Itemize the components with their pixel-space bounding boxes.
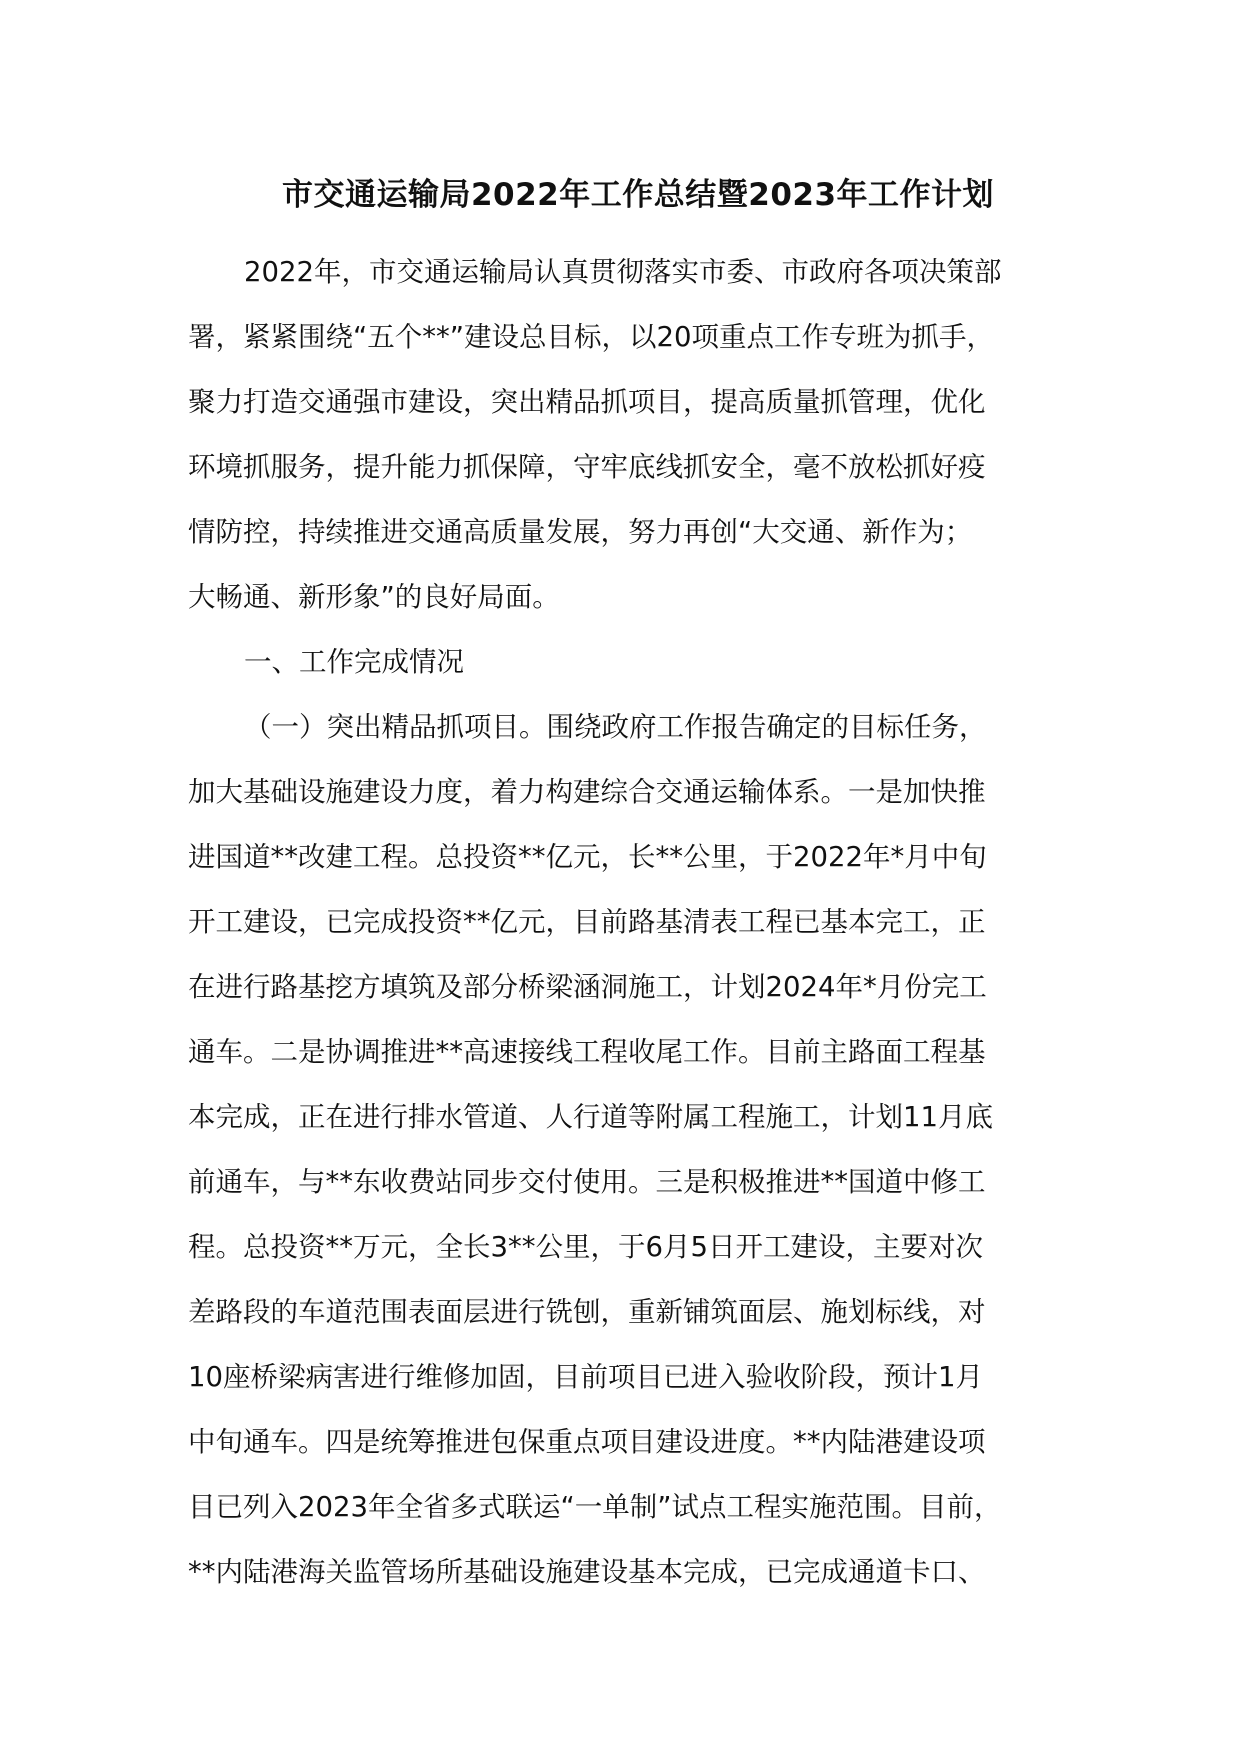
- paragraph-line: 加大基础设施建设力度，着力构建综合交通运输体系。一是加快推: [188, 776, 986, 808]
- paragraph-line: 进国道**改建工程。总投资**亿元，长**公里，于2022年*月中旬: [188, 841, 987, 873]
- document-title: 市交通运输局2022年工作总结暨2023年工作计划: [281, 177, 995, 213]
- paragraph-line: 大畅通、新形象”的良好局面。: [188, 581, 560, 613]
- paragraph-line: 本完成，正在进行排水管道、人行道等附属工程施工，计划11月底: [188, 1101, 993, 1133]
- document-body: [188, 240, 1088, 1605]
- paragraph-line: 差路段的车道范围表面层进行铣刨，重新铺筑面层、施划标线，对: [188, 1296, 986, 1328]
- paragraph-line: 中旬通车。四是统筹推进包保重点项目建设进度。**内陆港建设项: [188, 1426, 986, 1458]
- paragraph-line: **内陆港海关监管场所基础设施建设基本完成，已完成通道卡口、: [188, 1556, 986, 1588]
- paragraph-line: 环境抓服务，提升能力抓保障，守牢底线抓安全，毫不放松抓好疫: [188, 451, 986, 483]
- paragraph-line: 前通车，与**东收费站同步交付使用。三是积极推进**国道中修工: [188, 1166, 986, 1198]
- paragraph-line: 开工建设，已完成投资**亿元，目前路基清表工程已基本完工，正: [188, 906, 986, 938]
- section-heading: 一、工作完成情况: [244, 646, 464, 678]
- paragraph-line: 情防控，持续推进交通高质量发展，努力再创“大交通、新作为；: [188, 516, 973, 548]
- paragraph-line: 目已列入2023年全省多式联运“一单制”试点工程实施范围。目前，: [188, 1491, 1002, 1523]
- paragraph-line: 署，紧紧围绕“五个**”建设总目标，以20项重点工作专班为抓手，: [188, 321, 994, 353]
- paragraph-line: （一）突出精品抓项目。围绕政府工作报告确定的目标任务，: [244, 711, 987, 743]
- paragraph-line: 在进行路基挖方填筑及部分桥梁涵洞施工，计划2024年*月份完工: [188, 971, 987, 1003]
- paragraph-line: 10座桥梁病害进行维修加固，目前项目已进入验收阶段，预计1月: [188, 1361, 983, 1393]
- paragraph-line: 聚力打造交通强市建设，突出精品抓项目，提高质量抓管理，优化: [188, 386, 986, 418]
- paragraph-line: 2022年，市交通运输局认真贯彻落实市委、市政府各项决策部: [244, 256, 1002, 288]
- paragraph-line: 程。总投资**万元，全长3**公里，于6月5日开工建设，主要对次: [188, 1231, 983, 1263]
- paragraph-line: 通车。二是协调推进**高速接线工程收尾工作。目前主路面工程基: [188, 1036, 986, 1068]
